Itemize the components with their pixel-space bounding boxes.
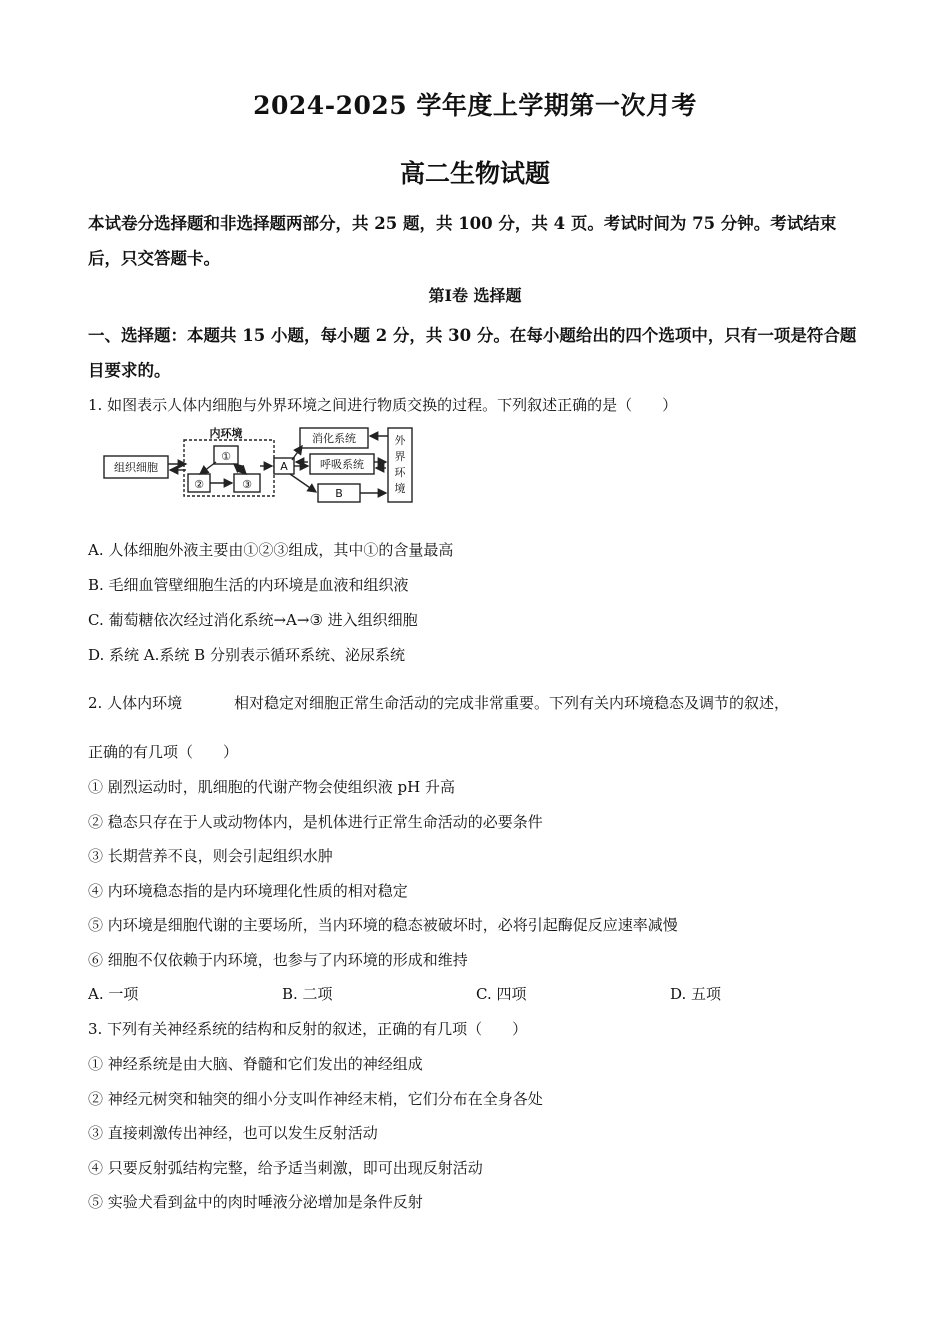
q1-diagram	[100, 422, 430, 506]
q1-option-b: B. 毛细血管壁细胞生活的内环境是血液和组织液	[88, 576, 409, 594]
q2-option-a: A. 一项	[88, 985, 139, 1003]
q2-item-2: ② 稳态只存在于人或动物体内，是机体进行正常生命活动的必要条件	[88, 813, 543, 831]
external-env-char-2: 界	[394, 450, 406, 463]
digestive-system-label: 消化系统	[312, 432, 356, 445]
respiratory-system-label: 呼吸系统	[320, 458, 364, 471]
q2-item-4: ④ 内环境稳态指的是内环境理化性质的相对稳定	[88, 882, 408, 900]
q1-option-c: C. 葡萄糖依次经过消化系统→A→③ 进入组织细胞	[88, 611, 418, 629]
exam-title: 2024-2025 学年度上学期第一次月考	[253, 91, 697, 120]
section-heading: 一、选择题：本题共 15 小题，每小题 2 分，共 30 分。在每小题给出的四个选项中，只有一项是符合题目要求的。	[88, 326, 857, 380]
q3-item-1: ① 神经系统是由大脑、脊髓和它们发出的神经组成	[88, 1055, 423, 1073]
q2-option-d: D. 五项	[670, 985, 722, 1003]
q3-item-4: ④ 只要反射弧结构完整，给予适当刺激，即可出现反射活动	[88, 1159, 483, 1177]
node-3-label: ③	[242, 478, 252, 491]
q2-stem-continue: 相对稳定对细胞正常生命活动的完成非常重要。下列有关内环境稳态及调节的叙述，	[234, 694, 790, 712]
tissue-cell-label: 组织细胞	[114, 461, 158, 474]
q2-option-b: B. 二项	[282, 985, 333, 1003]
q2-item-6: ⑥ 细胞不仅依赖于内环境，也参与了内环境的形成和维持	[88, 951, 468, 969]
q2-item-5: ⑤ 内环境是细胞代谢的主要场所，当内环境的稳态被破坏时，必将引起酶促反应速率减慢	[88, 916, 678, 934]
q2-stem-start: 2. 人体内环境	[88, 694, 183, 712]
q1-option-d: D. 系统 A.系统 B 分别表示循环系统、泌尿系统	[88, 646, 405, 664]
part-title: 第Ⅰ卷 选择题	[428, 286, 522, 305]
q3-item-5: ⑤ 实验犬看到盆中的肉时唾液分泌增加是条件反射	[88, 1193, 423, 1211]
q2-item-1: ① 剧烈运动时，肌细胞的代谢产物会使组织液 pH 升高	[88, 778, 455, 796]
q1-stem: 1. 如图表示人体内细胞与外界环境之间进行物质交换的过程。下列叙述正确的是（ ）	[88, 396, 678, 414]
external-env-char-4: 境	[394, 482, 406, 495]
q2-option-c: C. 四项	[476, 985, 527, 1003]
external-env-char-1: 外	[394, 434, 406, 447]
q2-item-3: ③ 长期营养不良，则会引起组织水肿	[88, 847, 333, 865]
node-1-label: ①	[221, 450, 231, 463]
node-2-label: ②	[194, 478, 204, 491]
external-env-char-3: 环	[394, 466, 406, 479]
q3-item-2: ② 神经元树突和轴突的细小分支叫作神经末梢，它们分布在全身各处	[88, 1090, 543, 1108]
q1-option-a: A. 人体细胞外液主要由①②③组成，其中①的含量最高	[88, 541, 454, 559]
q2-stem-end: 正确的有几项（ ）	[88, 743, 239, 761]
q3-stem: 3. 下列有关神经系统的结构和反射的叙述，正确的有几项（ ）	[88, 1020, 528, 1038]
node-a-label: A	[280, 460, 288, 473]
node-b-label: B	[335, 487, 343, 500]
exam-instructions: 本试卷分选择题和非选择题两部分，共 25 题，共 100 分，共 4 页。考试时间为 75 分钟。考试结束后，只交答题卡。	[88, 214, 837, 268]
exam-subtitle: 高二生物试题	[399, 159, 550, 188]
internal-env-label: 内环境	[209, 427, 243, 440]
q3-item-3: ③ 直接刺激传出神经，也可以发生反射活动	[88, 1124, 378, 1142]
